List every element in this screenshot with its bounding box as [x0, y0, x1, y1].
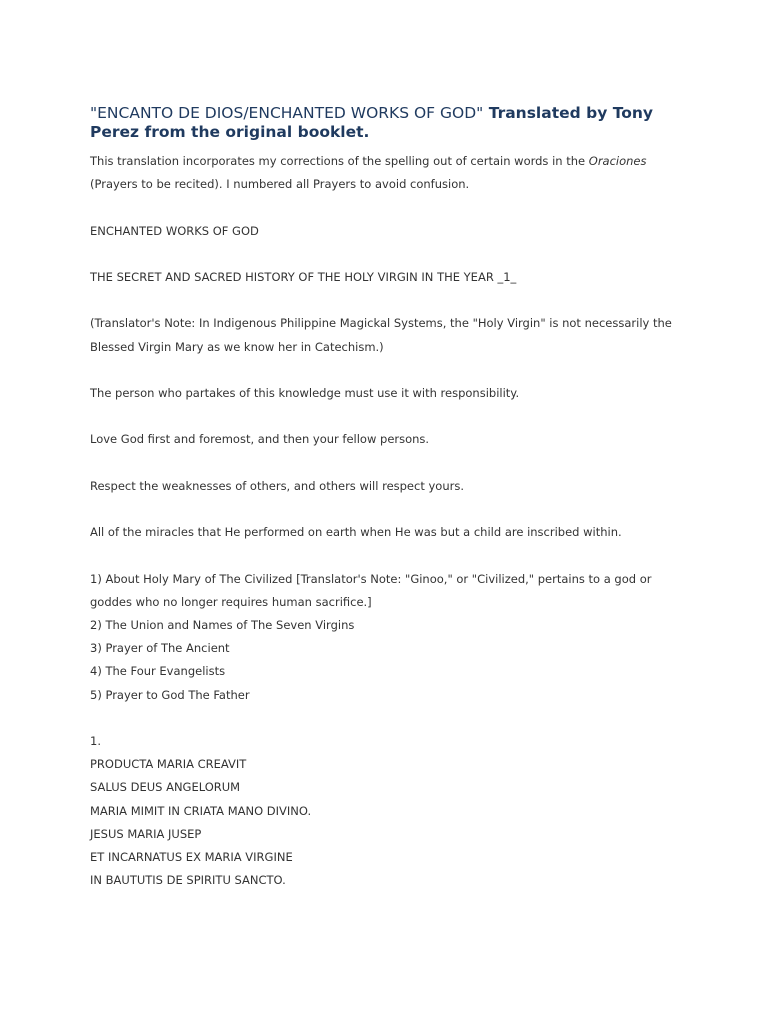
prayer-line: ET INCARNATUS EX MARIA VIRGINE [90, 849, 293, 864]
title-main: "ENCANTO DE DIOS/ENCHANTED WORKS OF GOD" [90, 104, 484, 122]
paragraph-responsibility: The person who partakes of this knowledge must use it with responsibility. [90, 385, 520, 400]
prayer-block [90, 730, 690, 892]
contents-list [90, 568, 690, 707]
paragraph-respect: Respect the weaknesses of others, and others will respect yours. [90, 478, 464, 493]
contents-item: 3) Prayer of The Ancient [90, 641, 230, 656]
prayer-line: IN BAUTUTIS DE SPIRITU SANCTO. [90, 873, 286, 888]
intro-paragraph [90, 150, 690, 196]
contents-item: 4) The Four Evangelists [90, 664, 226, 679]
contents-item: 1) About Holy Mary of The Civilized [Translator's Note: "Ginoo," or "Civilized," pertains to a god or goddes who no longer requires human sacrifice.] [90, 571, 652, 609]
paragraph-miracles: All of the miracles that He performed on earth when He was but a child are inscribed within. [90, 525, 622, 540]
history-heading: THE SECRET AND SACRED HISTORY OF THE HOLY VIRGIN IN THE YEAR _1_ [90, 269, 517, 284]
prayer-line: PRODUCTA MARIA CREAVIT [90, 757, 247, 772]
prayer-line: MARIA MIMIT IN CRIATA MANO DIVINO. [90, 803, 312, 818]
prayer-number: 1. [90, 733, 101, 748]
intro-text-before: This translation incorporates my corrections of the spelling out of certain words in the [90, 154, 589, 168]
contents-item: 5) Prayer to God The Father [90, 687, 250, 702]
prayer-line: JESUS MARIA JUSEP [90, 826, 202, 841]
prayer-line: SALUS DEUS ANGELORUM [90, 780, 241, 795]
title-byline: Translated by Tony Perez from the original booklet. [90, 104, 654, 141]
contents-item: 2) The Union and Names of The Seven Virgins [90, 617, 355, 632]
document-page [90, 104, 690, 892]
section-heading: ENCHANTED WORKS OF GOD [90, 223, 259, 238]
intro-emphasis: Oraciones [588, 154, 647, 168]
document-title [90, 104, 690, 142]
intro-text-after: (Prayers to be recited). I numbered all Prayers to avoid confusion. [90, 177, 470, 192]
translator-note: (Translator's Note: In Indigenous Philippine Magickal Systems, the "Holy Virgin" is not necessarily the Blessed Virgin Mary as we know her in Catechism.) [90, 316, 672, 354]
paragraph-love-god: Love God first and foremost, and then your fellow persons. [90, 432, 430, 447]
